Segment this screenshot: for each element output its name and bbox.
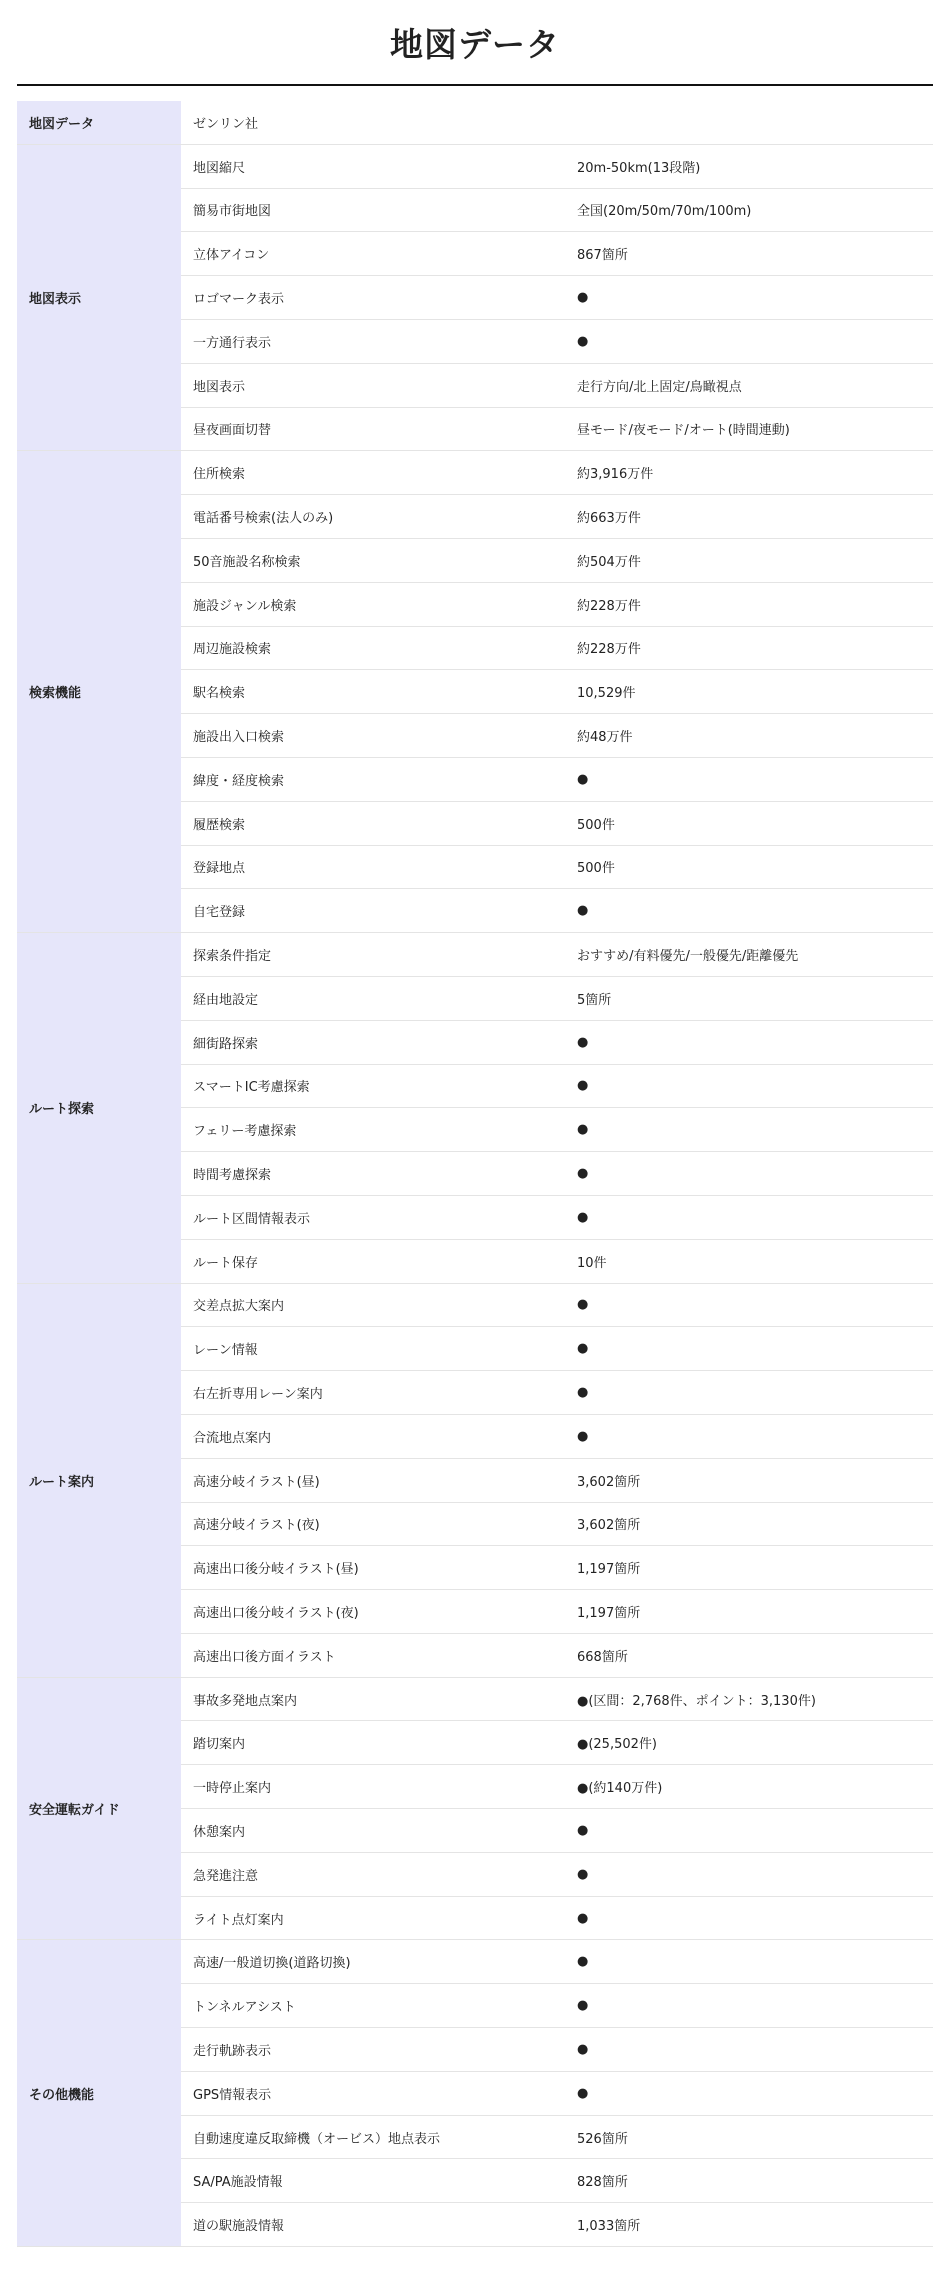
value-cell: 828箇所	[565, 2159, 933, 2203]
item-cell: ルート区間情報表示	[181, 1195, 565, 1239]
item-cell: ロゴマーク表示	[181, 276, 565, 320]
item-cell: フェリー考慮探索	[181, 1108, 565, 1152]
item-cell: 高速/一般道切換(道路切換)	[181, 1940, 565, 1984]
item-cell: GPS情報表示	[181, 2071, 565, 2115]
value-cell: 全国(20m/50m/70m/100m)	[565, 188, 933, 232]
value-cell: ●	[565, 319, 933, 363]
value-cell: 走行方向/北上固定/鳥瞰視点	[565, 363, 933, 407]
item-cell: 施設ジャンル検索	[181, 582, 565, 626]
value-cell: 10,529件	[565, 670, 933, 714]
value-cell: 867箇所	[565, 232, 933, 276]
item-cell: ライト点灯案内	[181, 1896, 565, 1940]
value-cell: ●	[565, 1327, 933, 1371]
value-cell: ●	[565, 1283, 933, 1327]
item-cell: 施設出入口検索	[181, 714, 565, 758]
value-cell: ●(約140万件)	[565, 1765, 933, 1809]
value-cell: ●	[565, 1064, 933, 1108]
value-cell: 約48万件	[565, 714, 933, 758]
value-cell: 約663万件	[565, 495, 933, 539]
item-cell: SA/PA施設情報	[181, 2159, 565, 2203]
item-cell: 履歴検索	[181, 801, 565, 845]
item-cell: スマートIC考慮探索	[181, 1064, 565, 1108]
value-cell: ●	[565, 1108, 933, 1152]
title-bar	[17, 0, 933, 86]
page-title: 地図データ	[390, 24, 560, 64]
item-cell: 急発進注意	[181, 1852, 565, 1896]
item-cell: 周辺施設検索	[181, 626, 565, 670]
spec-table-body	[17, 101, 933, 2247]
table-row	[17, 933, 933, 977]
item-cell: 時間考慮探索	[181, 1152, 565, 1196]
value-cell: ●	[565, 2028, 933, 2072]
value-cell: ●	[565, 1852, 933, 1896]
value-cell: ●	[565, 276, 933, 320]
item-cell: 住所検索	[181, 451, 565, 495]
value-cell: ●	[565, 2071, 933, 2115]
value-cell: 500件	[565, 801, 933, 845]
item-cell: 高速出口後分岐イラスト(昼)	[181, 1546, 565, 1590]
value-cell: おすすめ/有料優先/一般優先/距離優先	[565, 933, 933, 977]
value-cell: 約3,916万件	[565, 451, 933, 495]
category-cell: ルート案内	[17, 1283, 181, 1677]
category-cell: 地図データ	[17, 101, 181, 144]
value-cell: 約504万件	[565, 538, 933, 582]
item-cell: 昼夜画面切替	[181, 407, 565, 451]
item-cell: 登録地点	[181, 845, 565, 889]
item-cell: 細街路探索	[181, 1020, 565, 1064]
item-cell: 地図表示	[181, 363, 565, 407]
category-cell: 地図表示	[17, 144, 181, 451]
value-cell	[565, 101, 933, 144]
value-cell: ●	[565, 1152, 933, 1196]
value-cell: ●	[565, 1195, 933, 1239]
value-cell: 1,033箇所	[565, 2203, 933, 2247]
item-cell: 高速出口後方面イラスト	[181, 1633, 565, 1677]
item-cell: 道の駅施設情報	[181, 2203, 565, 2247]
value-cell: ●	[565, 1414, 933, 1458]
item-cell: 一方通行表示	[181, 319, 565, 363]
category-cell: 検索機能	[17, 451, 181, 933]
value-cell: 3,602箇所	[565, 1502, 933, 1546]
value-cell: 10件	[565, 1239, 933, 1283]
item-cell: 自動速度違反取締機（オービス）地点表示	[181, 2115, 565, 2159]
value-cell: ●	[565, 757, 933, 801]
value-cell: ●(25,502件)	[565, 1721, 933, 1765]
item-cell: レーン情報	[181, 1327, 565, 1371]
item-cell: 合流地点案内	[181, 1414, 565, 1458]
item-cell: 電話番号検索(法人のみ)	[181, 495, 565, 539]
item-cell: 右左折専用レーン案内	[181, 1371, 565, 1415]
item-cell: 経由地設定	[181, 976, 565, 1020]
value-cell: ●	[565, 1809, 933, 1853]
item-cell: 踏切案内	[181, 1721, 565, 1765]
value-cell: ●	[565, 1371, 933, 1415]
value-cell: 昼モード/夜モード/オート(時間連動)	[565, 407, 933, 451]
value-cell: 526箇所	[565, 2115, 933, 2159]
table-row	[17, 1940, 933, 1984]
item-cell: 簡易市街地図	[181, 188, 565, 232]
item-cell: 立体アイコン	[181, 232, 565, 276]
item-cell: 緯度・経度検索	[181, 757, 565, 801]
category-cell: その他機能	[17, 1940, 181, 2247]
item-cell: 一時停止案内	[181, 1765, 565, 1809]
table-row	[17, 1677, 933, 1721]
item-cell: 休憩案内	[181, 1809, 565, 1853]
value-cell: 1,197箇所	[565, 1546, 933, 1590]
value-cell: 1,197箇所	[565, 1590, 933, 1634]
item-cell: ゼンリン社	[181, 101, 565, 144]
table-row	[17, 101, 933, 144]
item-cell: ルート保存	[181, 1239, 565, 1283]
value-cell: ●(区間：2,768件、ポイント：3,130件)	[565, 1677, 933, 1721]
item-cell: 自宅登録	[181, 889, 565, 933]
item-cell: 駅名検索	[181, 670, 565, 714]
item-cell: 交差点拡大案内	[181, 1283, 565, 1327]
value-cell: 5箇所	[565, 976, 933, 1020]
item-cell: 地図縮尺	[181, 144, 565, 188]
value-cell: 約228万件	[565, 626, 933, 670]
value-cell: ●	[565, 1020, 933, 1064]
category-cell: 安全運転ガイド	[17, 1677, 181, 1940]
value-cell: ●	[565, 1940, 933, 1984]
value-cell: ●	[565, 1896, 933, 1940]
value-cell: ●	[565, 1984, 933, 2028]
value-cell: 668箇所	[565, 1633, 933, 1677]
table-row	[17, 451, 933, 495]
item-cell: 走行軌跡表示	[181, 2028, 565, 2072]
item-cell: 探索条件指定	[181, 933, 565, 977]
item-cell: 高速出口後分岐イラスト(夜)	[181, 1590, 565, 1634]
item-cell: 事故多発地点案内	[181, 1677, 565, 1721]
item-cell: 高速分岐イラスト(昼)	[181, 1458, 565, 1502]
spec-table	[17, 101, 933, 2247]
item-cell: 50音施設名称検索	[181, 538, 565, 582]
value-cell: ●	[565, 889, 933, 933]
table-row	[17, 1283, 933, 1327]
category-cell: ルート探索	[17, 933, 181, 1283]
value-cell: 20m-50km(13段階)	[565, 144, 933, 188]
value-cell: 3,602箇所	[565, 1458, 933, 1502]
table-row	[17, 144, 933, 188]
value-cell: 500件	[565, 845, 933, 889]
item-cell: トンネルアシスト	[181, 1984, 565, 2028]
item-cell: 高速分岐イラスト(夜)	[181, 1502, 565, 1546]
value-cell: 約228万件	[565, 582, 933, 626]
